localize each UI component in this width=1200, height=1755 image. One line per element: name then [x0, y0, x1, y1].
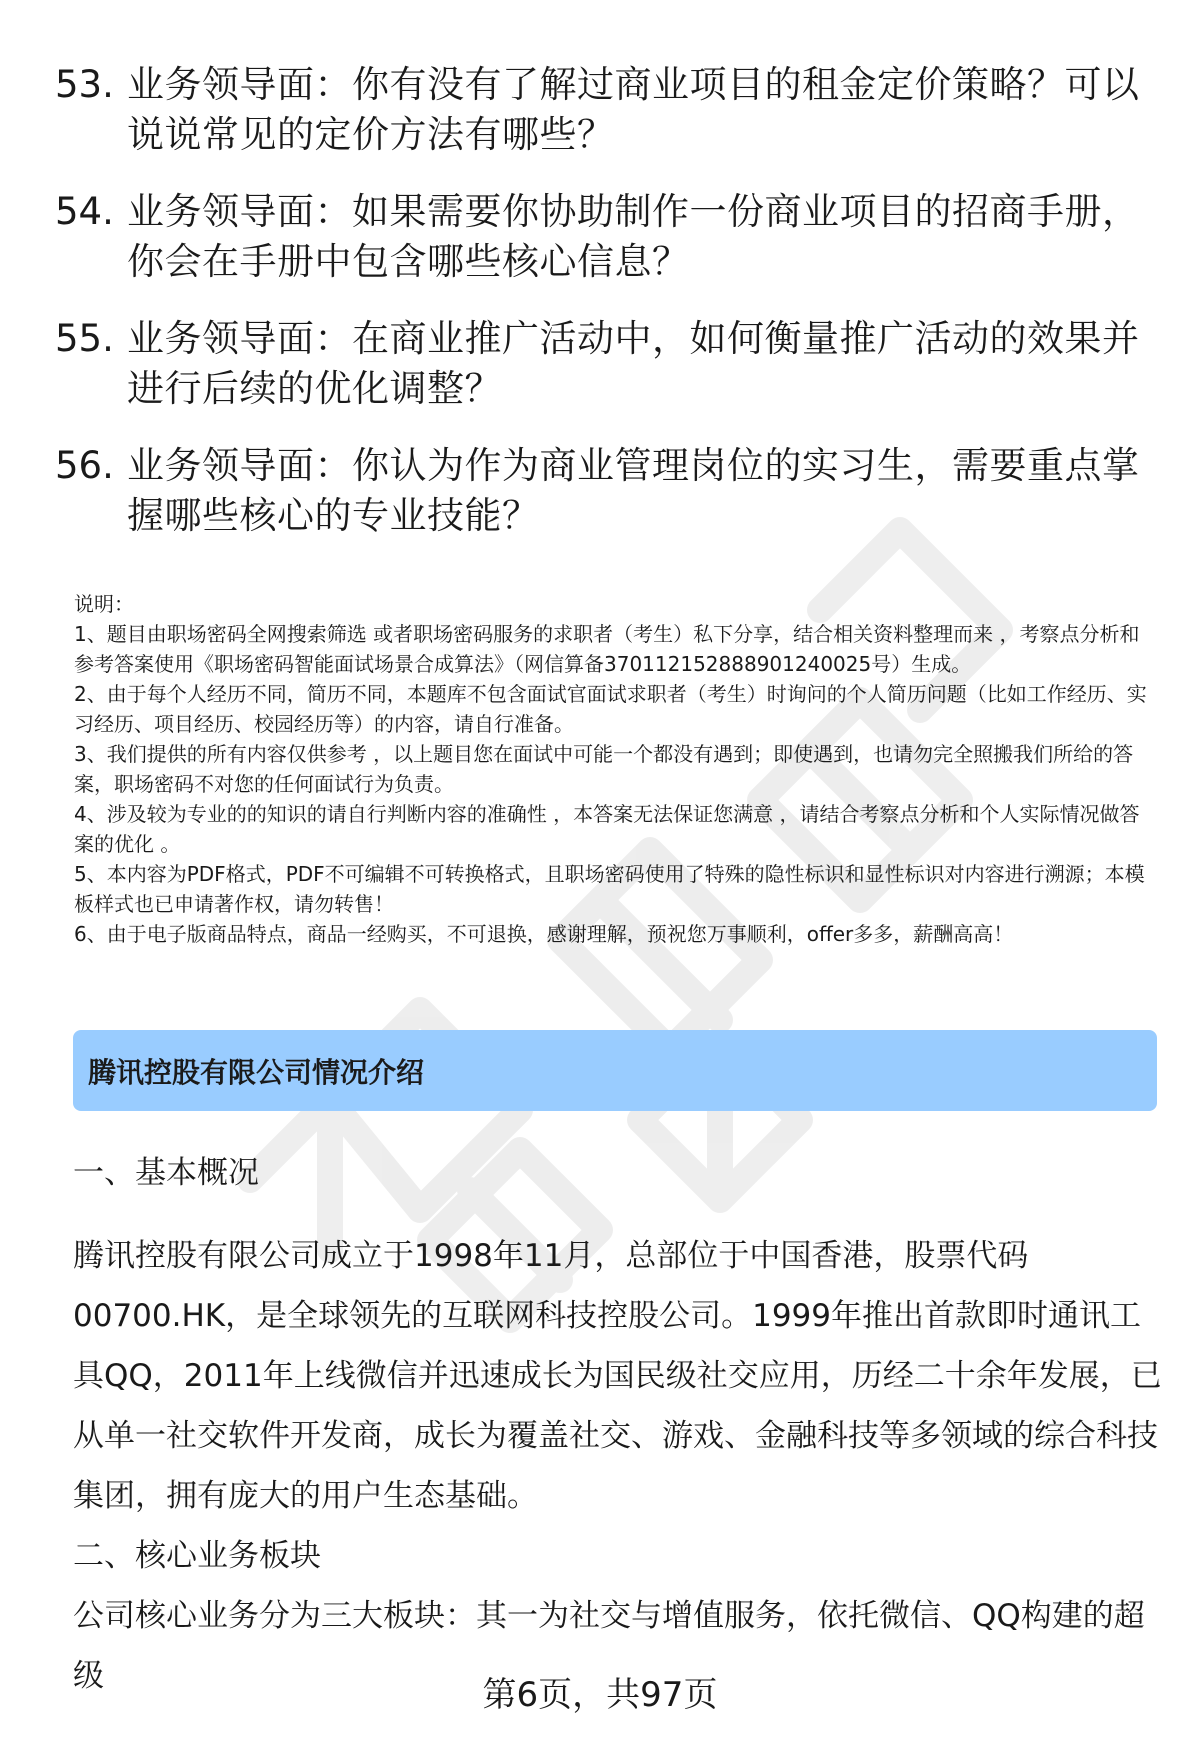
question-item: [55, 441, 1145, 541]
question-number: 53.: [55, 63, 114, 106]
question-number: 56.: [55, 444, 114, 487]
notes-item: 6、由于电子版商品特点，商品一经购买，不可退换，感谢理解，预祝您万事顺利，offer多多，薪酬高高！: [74, 922, 1014, 946]
question-text: 业务领导面：你有没有了解过商业项目的租金定价策略？可以说说常见的定价方法有哪些？: [127, 63, 1140, 156]
company-intro: [73, 1143, 1163, 1706]
page-footer: 第6页，共97页: [482, 1675, 718, 1715]
question-text: 业务领导面：如果需要你协助制作一份商业项目的招商手册，你会在手册中包含哪些核心信息？: [127, 190, 1140, 283]
notes-item: 2、由于每个人经历不同，简历不同，本题库不包含面试官面试求职者（考生）时询问的个人简历问题（比如工作经历、实习经历、项目经历、校园经历等）的内容，请自行准备。: [74, 682, 1147, 736]
question-item: [55, 60, 1145, 160]
section-heading-business: 二、核心业务板块: [73, 1538, 321, 1574]
section-heading-basic: 一、基本概况: [73, 1155, 259, 1191]
question-text: 业务领导面：在商业推广活动中，如何衡量推广活动的效果并进行后续的优化调整？: [127, 317, 1140, 410]
notes-title: 说明：: [74, 592, 134, 616]
notes-section: [74, 589, 1159, 949]
notes-item: 5、本内容为PDF格式，PDF不可编辑不可转换格式，且职场密码使用了特殊的隐性标识和显性标识对内容进行溯源；本模板样式也已申请著作权，请勿转售！: [74, 862, 1145, 916]
paragraph-basic: 腾讯控股有限公司成立于1998年11月，总部位于中国香港，股票代码00700.HK，是全球领先的互联网科技控股公司。1999年推出首款即时通讯工具QQ，2011年上线微信并迅速成长为国民级社交应用，历经二十余年发展，已从单一社交软件开发商，成长为覆盖社交、游戏、金融科技等多领域的综合科技集团，拥有庞大的用户生态基础。: [73, 1238, 1162, 1514]
question-number: 55.: [55, 317, 114, 360]
section-banner: [73, 1030, 1157, 1111]
question-item: [55, 314, 1145, 414]
notes-item: 3、我们提供的所有内容仅供参考 ，以上题目您在面试中可能一个都没有遇到；即使遇到，也请勿完全照搬我们所给的答案，职场密码不对您的任何面试行为负责。: [74, 742, 1134, 796]
notes-item: 1、题目由职场密码全网搜索筛选 或者职场密码服务的求职者（考生）私下分享，结合相关资料整理而来 ，考察点分析和参考答案使用《职场密码智能面试场景合成算法》（网信算备370112152888901240025号）生成。: [74, 622, 1140, 676]
question-list: [55, 60, 1145, 568]
paragraph-business: 公司核心业务分为三大板块：其一为社交与增值服务，依托微信、QQ构建的超级: [73, 1598, 1145, 1694]
question-text: 业务领导面：你认为作为商业管理岗位的实习生，需要重点掌握哪些核心的专业技能？: [127, 444, 1140, 537]
section-title: 腾讯控股有限公司情况介绍: [88, 1055, 425, 1089]
notes-item: 4、涉及较为专业的的知识的请自行判断内容的准确性 ，本答案无法保证您满意 ，请结合考察点分析和个人实际情况做答案的优化 。: [74, 802, 1140, 856]
question-item: [55, 187, 1145, 287]
question-number: 54.: [55, 190, 114, 233]
